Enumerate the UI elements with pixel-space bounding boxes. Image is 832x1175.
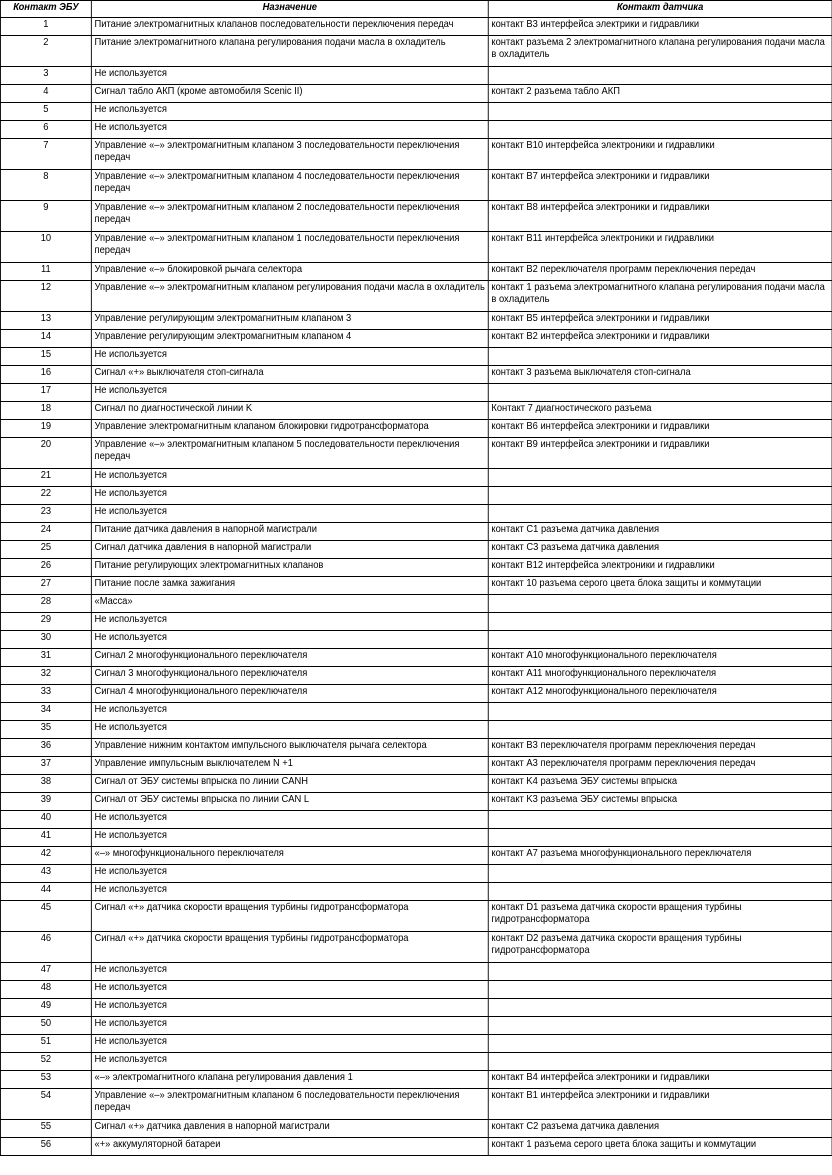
table-row	[0, 631, 832, 649]
sensor-pin-cell: контакт B2 переключателя программ переключения передач	[488, 263, 832, 281]
ecu-pin-cell: 9	[0, 201, 91, 232]
ecu-pin-cell: 14	[0, 330, 91, 348]
table-row	[0, 829, 832, 847]
table-row	[0, 348, 832, 366]
sensor-pin-cell	[488, 1053, 832, 1071]
ecu-pin-cell: 10	[0, 232, 91, 263]
ecu-pin-cell: 39	[0, 793, 91, 811]
purpose-cell: Управление «–» электромагнитным клапаном 6 последовательности переключения передач	[91, 1089, 488, 1120]
sensor-pin-cell: контакт B3 переключателя программ переключения передач	[488, 739, 832, 757]
table-row	[0, 649, 832, 667]
table-row	[0, 865, 832, 883]
ecu-pin-cell: 4	[0, 85, 91, 103]
ecu-pin-cell: 53	[0, 1071, 91, 1089]
ecu-pin-cell: 11	[0, 263, 91, 281]
table-row	[0, 613, 832, 631]
purpose-cell: Не используется	[91, 703, 488, 721]
purpose-cell: Управление «–» блокировкой рычага селектора	[91, 263, 488, 281]
ecu-pin-cell: 17	[0, 384, 91, 402]
ecu-pin-cell: 16	[0, 366, 91, 384]
purpose-cell: Управление «–» электромагнитным клапаном 2 последовательности переключения передач	[91, 201, 488, 232]
sensor-pin-cell: контакт A10 многофункционального переключателя	[488, 649, 832, 667]
sensor-pin-cell	[488, 963, 832, 981]
ecu-pin-cell: 18	[0, 402, 91, 420]
purpose-cell: Не используется	[91, 384, 488, 402]
ecu-pin-cell: 6	[0, 121, 91, 139]
ecu-pin-cell: 30	[0, 631, 91, 649]
sensor-pin-cell	[488, 613, 832, 631]
sensor-pin-cell	[488, 1017, 832, 1035]
sensor-pin-cell	[488, 721, 832, 739]
sensor-pin-cell: контакт A7 разъема многофункционального переключателя	[488, 847, 832, 865]
sensor-pin-cell: контакт 1 разъема серого цвета блока защиты и коммутации	[488, 1138, 832, 1156]
ecu-pin-cell: 5	[0, 103, 91, 121]
ecu-pin-cell: 33	[0, 685, 91, 703]
purpose-cell: Питание электромагнитных клапанов последовательности переключения передач	[91, 18, 488, 36]
ecu-pin-cell: 2	[0, 36, 91, 67]
purpose-cell: Не используется	[91, 963, 488, 981]
sensor-pin-cell: контакт D1 разъема датчика скорости вращения турбины гидротрансформатора	[488, 901, 832, 932]
sensor-pin-cell: контакт B8 интерфейса электроники и гидравлики	[488, 201, 832, 232]
table-row	[0, 981, 832, 999]
purpose-cell: Управление импульсным выключателем N +1	[91, 757, 488, 775]
ecu-pin-cell: 38	[0, 775, 91, 793]
sensor-pin-cell: контакт B5 интерфейса электроники и гидравлики	[488, 312, 832, 330]
ecu-pin-cell: 7	[0, 139, 91, 170]
purpose-cell: «–» электромагнитного клапана регулирования давления 1	[91, 1071, 488, 1089]
ecu-pin-cell: 45	[0, 901, 91, 932]
sensor-pin-cell	[488, 595, 832, 613]
sensor-pin-cell: контакт B7 интерфейса электроники и гидравлики	[488, 170, 832, 201]
purpose-cell: Сигнал от ЭБУ системы впрыска по линии CANH	[91, 775, 488, 793]
purpose-cell: Управление «–» электромагнитным клапаном 3 последовательности переключения передач	[91, 139, 488, 170]
table-row	[0, 1071, 832, 1089]
purpose-cell: Не используется	[91, 829, 488, 847]
header-row	[0, 1, 832, 18]
ecu-pin-cell: 51	[0, 1035, 91, 1053]
sensor-pin-cell: контакт A11 многофункционального переключателя	[488, 667, 832, 685]
purpose-cell: Не используется	[91, 1053, 488, 1071]
sensor-pin-cell: контакт 10 разъема серого цвета блока защиты и коммутации	[488, 577, 832, 595]
table-row	[0, 1138, 832, 1156]
purpose-cell: Управление «–» электромагнитным клапаном 1 последовательности переключения передач	[91, 232, 488, 263]
sensor-pin-cell	[488, 999, 832, 1017]
purpose-cell: «Масса»	[91, 595, 488, 613]
ecu-pin-cell: 47	[0, 963, 91, 981]
purpose-cell: Сигнал «+» датчика скорости вращения турбины гидротрансформатора	[91, 932, 488, 963]
ecu-pin-cell: 3	[0, 67, 91, 85]
table-row	[0, 1120, 832, 1138]
table-row	[0, 487, 832, 505]
ecu-pin-cell: 27	[0, 577, 91, 595]
sensor-pin-cell	[488, 883, 832, 901]
purpose-cell: Сигнал «+» датчика давления в напорной магистрали	[91, 1120, 488, 1138]
table-row	[0, 330, 832, 348]
table-row	[0, 438, 832, 469]
table-row	[0, 793, 832, 811]
purpose-cell: Сигнал 4 многофункционального переключателя	[91, 685, 488, 703]
purpose-cell: Сигнал «+» датчика скорости вращения турбины гидротрансформатора	[91, 901, 488, 932]
table-row	[0, 402, 832, 420]
purpose-cell: Не используется	[91, 613, 488, 631]
ecu-pin-cell: 32	[0, 667, 91, 685]
header-purpose: Назначение	[91, 1, 488, 18]
sensor-pin-cell	[488, 384, 832, 402]
table-row	[0, 932, 832, 963]
table-row	[0, 1035, 832, 1053]
sensor-pin-cell	[488, 505, 832, 523]
sensor-pin-cell: контакт B6 интерфейса электроники и гидравлики	[488, 420, 832, 438]
purpose-cell: Не используется	[91, 348, 488, 366]
purpose-cell: Управление регулирующим электромагнитным клапаном 4	[91, 330, 488, 348]
table-row	[0, 775, 832, 793]
purpose-cell: Не используется	[91, 811, 488, 829]
table-row	[0, 559, 832, 577]
table-row	[0, 721, 832, 739]
purpose-cell: Питание датчика давления в напорной магистрали	[91, 523, 488, 541]
sensor-pin-cell: контакт K4 разъема ЭБУ системы впрыска	[488, 775, 832, 793]
table-row	[0, 281, 832, 312]
purpose-cell: Не используется	[91, 981, 488, 999]
ecu-pin-cell: 42	[0, 847, 91, 865]
table-row	[0, 312, 832, 330]
ecu-pin-cell: 48	[0, 981, 91, 999]
ecu-pin-cell: 34	[0, 703, 91, 721]
sensor-pin-cell: контакт 1 разъема электромагнитного клапана регулирования подачи масла в охладитель	[488, 281, 832, 312]
sensor-pin-cell: контакт B3 интерфейса электрики и гидравлики	[488, 18, 832, 36]
sensor-pin-cell: контакт B4 интерфейса электроники и гидравлики	[488, 1071, 832, 1089]
purpose-cell: Питание электромагнитного клапана регулирования подачи масла в охладитель	[91, 36, 488, 67]
purpose-cell: Не используется	[91, 121, 488, 139]
ecu-pin-cell: 15	[0, 348, 91, 366]
sensor-pin-cell	[488, 469, 832, 487]
table-row	[0, 103, 832, 121]
ecu-pin-cell: 22	[0, 487, 91, 505]
sensor-pin-cell: контакт C1 разъема датчика давления	[488, 523, 832, 541]
sensor-pin-cell: контакт A3 переключателя программ переключения передач	[488, 757, 832, 775]
ecu-pin-cell: 56	[0, 1138, 91, 1156]
sensor-pin-cell	[488, 811, 832, 829]
purpose-cell: Сигнал датчика давления в напорной магистрали	[91, 541, 488, 559]
purpose-cell: Питание регулирующих электромагнитных клапанов	[91, 559, 488, 577]
table-row	[0, 85, 832, 103]
sensor-pin-cell	[488, 703, 832, 721]
purpose-cell: Не используется	[91, 67, 488, 85]
ecu-pin-cell: 24	[0, 523, 91, 541]
table-row	[0, 1017, 832, 1035]
sensor-pin-cell	[488, 121, 832, 139]
table-row	[0, 595, 832, 613]
table-row	[0, 963, 832, 981]
ecu-pin-cell: 8	[0, 170, 91, 201]
table-row	[0, 667, 832, 685]
purpose-cell: Управление «–» электромагнитным клапаном регулирования подачи масла в охладитель	[91, 281, 488, 312]
table-row	[0, 384, 832, 402]
sensor-pin-cell: контакт C3 разъема датчика давления	[488, 541, 832, 559]
table-row	[0, 67, 832, 85]
purpose-cell: «+» аккумуляторной батареи	[91, 1138, 488, 1156]
ecu-pin-cell: 12	[0, 281, 91, 312]
table-row	[0, 505, 832, 523]
sensor-pin-cell	[488, 487, 832, 505]
ecu-pin-cell: 54	[0, 1089, 91, 1120]
table-row	[0, 18, 832, 36]
table-row	[0, 847, 832, 865]
sensor-pin-cell: контакт A12 многофункционального переключателя	[488, 685, 832, 703]
purpose-cell: Управление «–» электромагнитным клапаном 4 последовательности переключения передач	[91, 170, 488, 201]
sensor-pin-cell	[488, 67, 832, 85]
table-row	[0, 883, 832, 901]
table-row	[0, 901, 832, 932]
table-row	[0, 577, 832, 595]
table-row	[0, 523, 832, 541]
purpose-cell: Не используется	[91, 631, 488, 649]
sensor-pin-cell	[488, 348, 832, 366]
sensor-pin-cell: контакт B2 интерфейса электроники и гидравлики	[488, 330, 832, 348]
ecu-pin-cell: 26	[0, 559, 91, 577]
sensor-pin-cell: контакт C2 разъема датчика давления	[488, 1120, 832, 1138]
purpose-cell: Управление «–» электромагнитным клапаном 5 последовательности переключения передач	[91, 438, 488, 469]
ecu-pin-cell: 29	[0, 613, 91, 631]
purpose-cell: Сигнал от ЭБУ системы впрыска по линии CAN L	[91, 793, 488, 811]
ecu-pin-cell: 1	[0, 18, 91, 36]
sensor-pin-cell: контакт разъема 2 электромагнитного клапана регулирования подачи масла в охладитель	[488, 36, 832, 67]
purpose-cell: Не используется	[91, 883, 488, 901]
sensor-pin-cell	[488, 865, 832, 883]
sensor-pin-cell: контакт K3 разъема ЭБУ системы впрыска	[488, 793, 832, 811]
sensor-pin-cell	[488, 103, 832, 121]
sensor-pin-cell	[488, 631, 832, 649]
table-row	[0, 1053, 832, 1071]
sensor-pin-cell: контакт D2 разъема датчика скорости вращения турбины гидротрансформатора	[488, 932, 832, 963]
purpose-cell: Управление электромагнитным клапаном блокировки гидротрансформатора	[91, 420, 488, 438]
sensor-pin-cell	[488, 1035, 832, 1053]
ecu-pin-cell: 25	[0, 541, 91, 559]
table-row	[0, 811, 832, 829]
table-row	[0, 263, 832, 281]
sensor-pin-cell	[488, 981, 832, 999]
table-row	[0, 139, 832, 170]
ecu-pin-cell: 23	[0, 505, 91, 523]
table-row	[0, 739, 832, 757]
ecu-pin-cell: 35	[0, 721, 91, 739]
purpose-cell: Сигнал по диагностической линии K	[91, 402, 488, 420]
ecu-pin-cell: 52	[0, 1053, 91, 1071]
header-ecu-pin: Контакт ЭБУ	[0, 1, 91, 18]
purpose-cell: Сигнал 3 многофункционального переключателя	[91, 667, 488, 685]
ecu-pin-cell: 41	[0, 829, 91, 847]
header-sensor-pin: Контакт датчика	[488, 1, 832, 18]
ecu-pin-cell: 31	[0, 649, 91, 667]
sensor-pin-cell: контакт B1 интерфейса электроники и гидравлики	[488, 1089, 832, 1120]
sensor-pin-cell: контакт B11 интерфейса электроники и гидравлики	[488, 232, 832, 263]
purpose-cell: Не используется	[91, 505, 488, 523]
table-row	[0, 420, 832, 438]
table-row	[0, 1089, 832, 1120]
purpose-cell: Управление регулирующим электромагнитным клапаном 3	[91, 312, 488, 330]
sensor-pin-cell: контакт 2 разъема табло АКП	[488, 85, 832, 103]
table-row	[0, 757, 832, 775]
ecu-pin-cell: 28	[0, 595, 91, 613]
sensor-pin-cell	[488, 829, 832, 847]
table-row	[0, 170, 832, 201]
purpose-cell: Не используется	[91, 469, 488, 487]
table-row	[0, 703, 832, 721]
ecu-pin-cell: 50	[0, 1017, 91, 1035]
ecu-pin-cell: 55	[0, 1120, 91, 1138]
ecu-pin-cell: 44	[0, 883, 91, 901]
purpose-cell: Не используется	[91, 865, 488, 883]
table-row	[0, 685, 832, 703]
purpose-cell: Не используется	[91, 721, 488, 739]
table-row	[0, 36, 832, 67]
table-row	[0, 232, 832, 263]
sensor-pin-cell: контакт 3 разъема выключателя стоп-сигнала	[488, 366, 832, 384]
ecu-pin-cell: 40	[0, 811, 91, 829]
ecu-pin-cell: 20	[0, 438, 91, 469]
sensor-pin-cell: контакт B9 интерфейса электроники и гидравлики	[488, 438, 832, 469]
ecu-pin-cell: 49	[0, 999, 91, 1017]
purpose-cell: Не используется	[91, 999, 488, 1017]
purpose-cell: Не используется	[91, 1035, 488, 1053]
purpose-cell: Не используется	[91, 103, 488, 121]
ecu-pin-cell: 21	[0, 469, 91, 487]
purpose-cell: Сигнал табло АКП (кроме автомобиля Scenic II)	[91, 85, 488, 103]
table-row	[0, 121, 832, 139]
purpose-cell: Сигнал «+» выключателя стоп-сигнала	[91, 366, 488, 384]
purpose-cell: «–» многофункционального переключателя	[91, 847, 488, 865]
table-row	[0, 201, 832, 232]
sensor-pin-cell: контакт B10 интерфейса электроники и гидравлики	[488, 139, 832, 170]
purpose-cell: Не используется	[91, 487, 488, 505]
purpose-cell: Не используется	[91, 1017, 488, 1035]
table-row	[0, 469, 832, 487]
ecu-pin-cell: 13	[0, 312, 91, 330]
sensor-pin-cell: Контакт 7 диагностического разъема	[488, 402, 832, 420]
ecu-pin-cell: 43	[0, 865, 91, 883]
table-row	[0, 366, 832, 384]
sensor-pin-cell: контакт B12 интерфейса электроники и гидравлики	[488, 559, 832, 577]
ecu-pin-cell: 19	[0, 420, 91, 438]
ecu-pin-cell: 36	[0, 739, 91, 757]
ecu-pin-cell: 46	[0, 932, 91, 963]
purpose-cell: Питание после замка зажигания	[91, 577, 488, 595]
table-row	[0, 999, 832, 1017]
ecu-pin-cell: 37	[0, 757, 91, 775]
table-row	[0, 541, 832, 559]
purpose-cell: Управление нижним контактом импульсного выключателя рычага селектора	[91, 739, 488, 757]
purpose-cell: Сигнал 2 многофункционального переключателя	[91, 649, 488, 667]
